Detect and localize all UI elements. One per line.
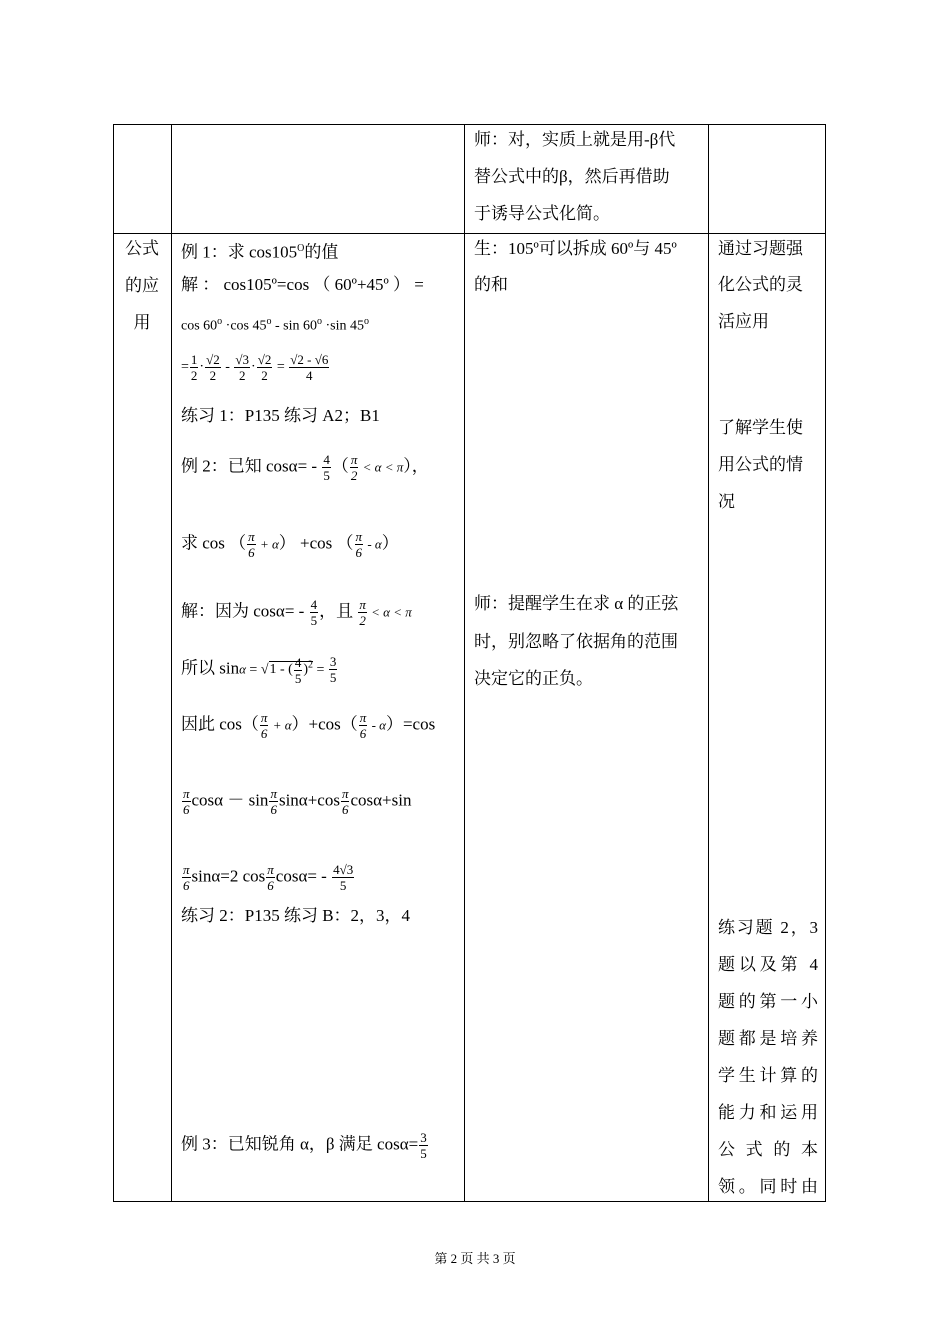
solution2-sin: 所以 sinα = √1 - ( $\frac{4}{5}$ )$^2$ = $\frac{3}{5}$ bbox=[181, 654, 337, 686]
practice2: 练习 2：P135 练习 B：2，3，4 bbox=[181, 906, 411, 925]
example2-question: 求 cos （ $\frac{\pi}{6}$ + α） +cos （ $\frac{\pi}{6}$ - α） bbox=[181, 529, 399, 560]
table-border-bottom bbox=[113, 1201, 826, 1202]
lesson-table bbox=[113, 124, 826, 1202]
page-footer: 第 2 页 共 3 页 bbox=[434, 1251, 516, 1266]
solution2-given: 解：因为 cosα= - $\frac{4}{5}$ ，且 $\frac{\pi}{2}$ < α < π bbox=[181, 597, 412, 628]
example1-expand: $\cos 60^o \cdot\cos$ $45^o - \sin 60^o \cdot\sin$ 45$^o$ bbox=[181, 316, 369, 334]
practice1: 练习 1：P135 练习 A2；B1 bbox=[181, 406, 380, 425]
fraction: $\frac{4√3}{5}$ bbox=[333, 862, 354, 893]
fraction: $\frac{4}{5}$ bbox=[310, 597, 318, 628]
row-divider bbox=[113, 233, 826, 234]
teacher-line: 于诱导公式化简。 bbox=[474, 204, 610, 223]
fraction: $\frac{√2 - √6}{4}$ bbox=[290, 352, 329, 383]
example1-result: = $\frac{1}{2}$ · $\frac{√2}{2}$ - $\frac{√3}{2}$ · $\frac{√2}{2}$ = $\frac{√2 - √6}{4}$ bbox=[181, 352, 329, 383]
fraction: $\frac{4}{5}$ bbox=[323, 452, 330, 483]
note-line: 能力和运用 bbox=[718, 1103, 818, 1122]
solution2-expand-2: $\frac{\pi}{6}$ cosα － sin $\frac{\pi}{6}$ sinα+cos $\frac{\pi}{6}$ cosα+sin bbox=[183, 786, 412, 817]
fraction: $\frac{\pi}{6}$ bbox=[183, 786, 190, 817]
fraction: $\frac{√3}{2}$ bbox=[235, 352, 250, 383]
example2-title: 例 2：已知 cosα= - $\frac{4}{5}$ （ $\frac{\pi}{2}$ < α < π）， bbox=[181, 452, 429, 483]
fraction: $\frac{\pi}{6}$ bbox=[248, 529, 255, 560]
fraction: $\frac{\pi}{6}$ bbox=[267, 862, 274, 893]
example1-solution: 解 ： cos105º=cos （ 60º+45º ） = bbox=[181, 275, 424, 294]
col-divider-4 bbox=[825, 124, 826, 1202]
radical: 1 - ( $\frac{4}{5}$ )$^2$ bbox=[269, 654, 314, 686]
fraction: $\frac{3}{5}$ bbox=[329, 654, 337, 685]
note-line: 用公式的情 bbox=[718, 455, 803, 474]
note-line: 题的第一小 bbox=[718, 992, 818, 1011]
note-line: 活应用 bbox=[718, 312, 769, 331]
note-line: 公 式 的 本 bbox=[718, 1140, 818, 1159]
note-line: 况 bbox=[718, 492, 735, 511]
fraction: $\frac{\pi}{2}$ bbox=[359, 597, 366, 628]
fraction: $\frac{\pi}{6}$ bbox=[341, 786, 349, 817]
example3-title: 例 3：已知锐角 α，β 满足 cosα= $\frac{3}{5}$ bbox=[181, 1130, 427, 1161]
fraction: $\frac{√2}{2}$ bbox=[257, 352, 272, 383]
fraction: $\frac{\pi}{6}$ bbox=[270, 786, 277, 817]
fraction: $\frac{\pi}{6}$ bbox=[183, 862, 190, 893]
table-border-top bbox=[113, 124, 826, 125]
note-line: 化公式的灵 bbox=[718, 275, 803, 294]
note-line: 学生计算的 bbox=[718, 1066, 818, 1085]
student-line: 生：105º可以拆成 60º与 45º bbox=[474, 239, 677, 258]
teacher-line: 时，别忽略了依据角的范围 bbox=[474, 632, 678, 651]
fraction: $\frac{\pi}{6}$ bbox=[359, 710, 367, 741]
solution2-result: $\frac{\pi}{6}$ sinα=2 cos $\frac{\pi}{6}$ cosα= - $\frac{4√3}{5}$ bbox=[183, 862, 354, 893]
fraction: $\frac{√2}{2}$ bbox=[206, 352, 220, 383]
example1-title: 例 1：求 $\cos 105^O$的值 bbox=[181, 242, 339, 262]
note-line: 练习题 2，3 bbox=[718, 918, 818, 937]
note-line: 题都是培养 bbox=[718, 1029, 818, 1048]
col-divider-1 bbox=[171, 124, 172, 1202]
student-line: 的和 bbox=[474, 275, 508, 294]
fraction: $\frac{\pi}{2}$ bbox=[350, 452, 358, 483]
fraction: $\frac{4}{5}$ bbox=[294, 654, 302, 686]
teacher-line: 师：提醒学生在求 α 的正弦 bbox=[474, 594, 679, 613]
teacher-line: 替公式中的β，然后再借助 bbox=[474, 167, 670, 186]
section-label: 公式 bbox=[125, 239, 159, 258]
teacher-line: 决定它的正负。 bbox=[474, 669, 593, 688]
solution2-expand: 因此 cos（ $\frac{\pi}{6}$ + α）+cos（ $\frac{\pi}{6}$ - α）=cos bbox=[181, 710, 436, 741]
col-divider-3 bbox=[708, 124, 709, 1202]
fraction: $\frac{\pi}{6}$ bbox=[355, 529, 363, 560]
fraction: $\frac{3}{5}$ bbox=[420, 1130, 427, 1161]
fraction: $\frac{\pi}{6}$ bbox=[260, 710, 268, 741]
fraction: $\frac{1}{2}$ bbox=[190, 352, 198, 383]
section-label: 用 bbox=[133, 313, 151, 332]
teacher-line: 师：对，实质上就是用-β代 bbox=[474, 130, 676, 149]
note-line: 题以及第 4 bbox=[718, 955, 818, 974]
section-label: 的应 bbox=[125, 276, 159, 295]
note-line: 了解学生使 bbox=[718, 418, 803, 437]
col-divider-2 bbox=[464, 124, 465, 1202]
note-line: 通过习题强 bbox=[718, 239, 803, 258]
note-line: 领。同时由 bbox=[718, 1177, 818, 1196]
